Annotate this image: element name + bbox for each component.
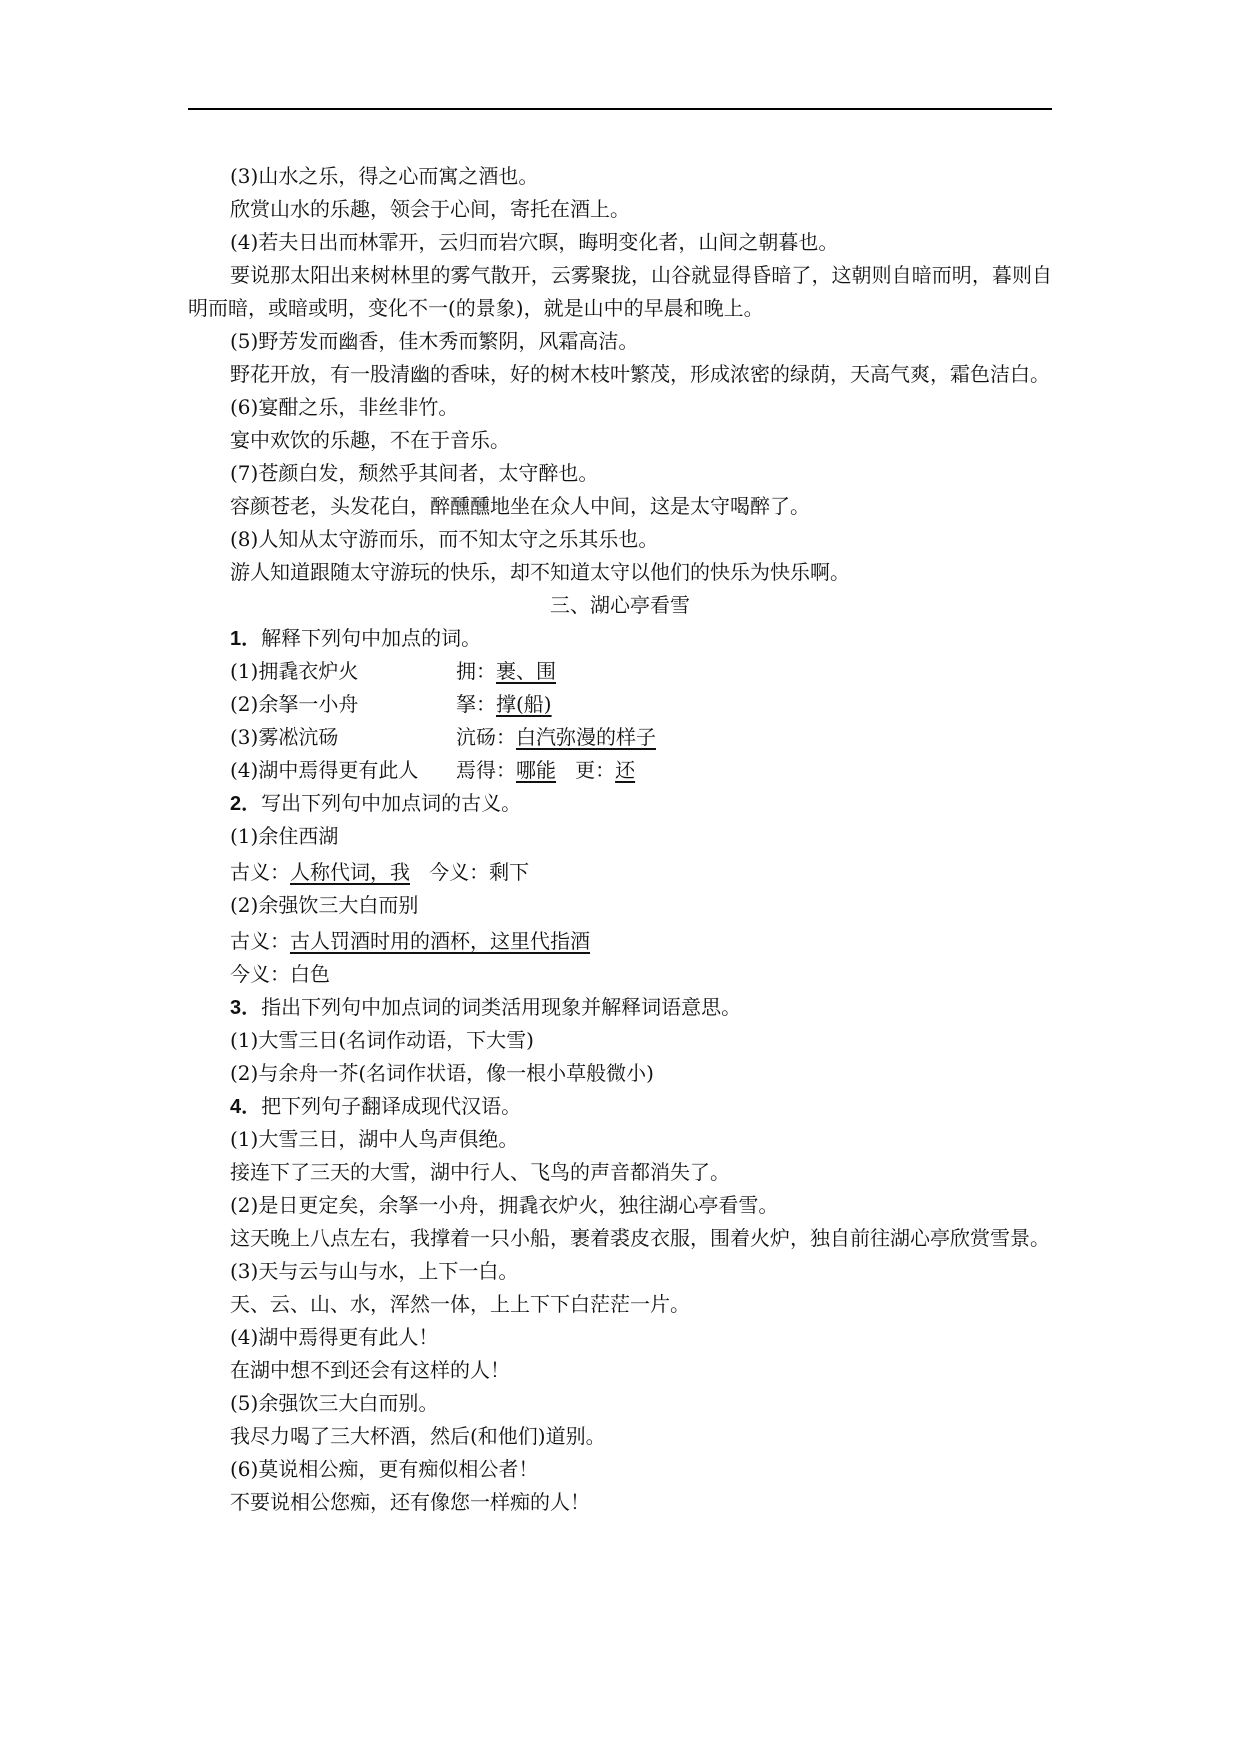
- q2-item: (2)余强饮三大白而别: [230, 893, 419, 917]
- q1-item-phrase: (3)雾凇沆砀: [230, 725, 339, 749]
- question-2: [188, 787, 1052, 820]
- source-line: (6)宴酣之乐，非丝非竹。: [230, 395, 459, 419]
- translation-line: 不要说相公您痴，还有像您一样痴的人！: [230, 1490, 590, 1514]
- source-line: (5)野芳发而幽香，佳木秀而繁阴，风霜高洁。: [230, 329, 639, 353]
- translation-line: 要说那太阳出来树林里的雾气散开，云雾聚拢，山谷就显得昏暗了，这朝则自暗而明，暮则自明而暗，或暗或明，变化不一(的景象)，就是山中的早晨和晚上。: [188, 263, 1052, 320]
- q2-answer: 古义：古人罚酒时用的酒杯，这里代指酒: [230, 929, 590, 953]
- q2-answer: 今义：白色: [230, 962, 330, 986]
- source-line: (3)山水之乐，得之心而寓之酒也。: [230, 164, 539, 188]
- source-line: (3)天与云与山与水，上下一白。: [230, 1259, 519, 1283]
- q1-item-phrase: (2)余拏一小舟: [230, 692, 359, 716]
- q3-item: (2)与余舟一芥(名词作状语，像一根小草般微小): [230, 1061, 654, 1085]
- source-line: (5)余强饮三大白而别。: [230, 1391, 439, 1415]
- section-title: 三、湖心亭看雪: [550, 593, 690, 617]
- source-line: (4)湖中焉得更有此人！: [230, 1325, 439, 1349]
- source-line: (2)是日更定矣，余拏一小舟，拥毳衣炉火，独往湖心亭看雪。: [230, 1193, 779, 1217]
- translation-line: 野花开放，有一股清幽的香味，好的树木枝叶繁茂，形成浓密的绿荫，天高气爽，霜色洁白。: [230, 362, 1050, 386]
- translation-line: 天、云、山、水，浑然一体，上上下下白茫茫一片。: [230, 1292, 690, 1316]
- question-prompt: 把下列句子翻译成现代汉语。: [261, 1094, 522, 1118]
- q1-item: [188, 688, 1052, 721]
- answer-underlined: 撑(船): [496, 692, 552, 716]
- q2-item: (1)余住西湖: [230, 824, 339, 848]
- question-number: 4．: [230, 1096, 262, 1118]
- translation-line: 欣赏山水的乐趣，领会于心间，寄托在酒上。: [230, 197, 630, 221]
- document-body: [188, 160, 1052, 1519]
- answer-underlined: 还: [615, 758, 636, 782]
- source-line: (7)苍颜白发，颓然乎其间者，太守醉也。: [230, 461, 599, 485]
- translation-line: 这天晚上八点左右，我撑着一只小船，裹着裘皮衣服，围着火炉，独自前往湖心亭欣赏雪景。: [230, 1226, 1050, 1250]
- question-number: 3．: [230, 997, 262, 1019]
- answer-underlined: 裹、围: [496, 659, 556, 683]
- q1-item-answer: 拥：裹、围: [456, 659, 556, 683]
- translation-line: 接连下了三天的大雪，湖中行人、飞鸟的声音都消失了。: [230, 1160, 730, 1184]
- q1-item-answer: 焉得：哪能 更：还: [456, 758, 636, 782]
- q1-item: [188, 655, 1052, 688]
- translation-line: 我尽力喝了三大杯酒，然后(和他们)道别。: [230, 1424, 606, 1448]
- answer-underlined: 人称代词，我: [290, 860, 410, 884]
- q1-item-answer: 沆砀：白汽弥漫的样子: [456, 725, 656, 749]
- question-4: [188, 1090, 1052, 1123]
- q1-item-phrase: (4)湖中焉得更有此人: [230, 758, 419, 782]
- q1-item: [188, 754, 1052, 787]
- question-prompt: 解释下列句中加点的词。: [261, 626, 482, 650]
- q1-item: [188, 721, 1052, 754]
- translation-line: 宴中欢饮的乐趣，不在于音乐。: [230, 428, 510, 452]
- answer-underlined: 白汽弥漫的样子: [516, 725, 656, 749]
- source-line: (1)大雪三日，湖中人鸟声俱绝。: [230, 1127, 519, 1151]
- translation-line: 容颜苍老，头发花白，醉醺醺地坐在众人中间，这是太守喝醉了。: [230, 494, 810, 518]
- answer-underlined: 哪能: [516, 758, 556, 782]
- question-number: 2．: [230, 793, 262, 815]
- q3-item: (1)大雪三日(名词作动语，下大雪): [230, 1028, 534, 1052]
- question-1: [188, 622, 1052, 655]
- translation-line: 在湖中想不到还会有这样的人！: [230, 1358, 510, 1382]
- question-prompt: 指出下列句中加点词的词类活用现象并解释词语意思。: [261, 995, 742, 1019]
- q2-answer: 古义：人称代词，我 今义：剩下: [230, 860, 530, 884]
- source-line: (4)若夫日出而林霏开，云归而岩穴暝，晦明变化者，山间之朝暮也。: [230, 230, 839, 254]
- q1-item-answer: 拏：撑(船): [456, 692, 552, 716]
- header-rule: [188, 108, 1052, 110]
- answer-underlined: 古人罚酒时用的酒杯，这里代指酒: [290, 929, 590, 953]
- q1-item-phrase: (1)拥毳衣炉火: [230, 659, 359, 683]
- question-number: 1．: [230, 628, 262, 650]
- source-line: (8)人知从太守游而乐，而不知太守之乐其乐也。: [230, 527, 659, 551]
- question-3: [188, 991, 1052, 1024]
- translation-line: 游人知道跟随太守游玩的快乐，却不知道太守以他们的快乐为快乐啊。: [230, 560, 850, 584]
- source-line: (6)莫说相公痴，更有痴似相公者！: [230, 1457, 539, 1481]
- question-prompt: 写出下列句中加点词的古义。: [261, 791, 522, 815]
